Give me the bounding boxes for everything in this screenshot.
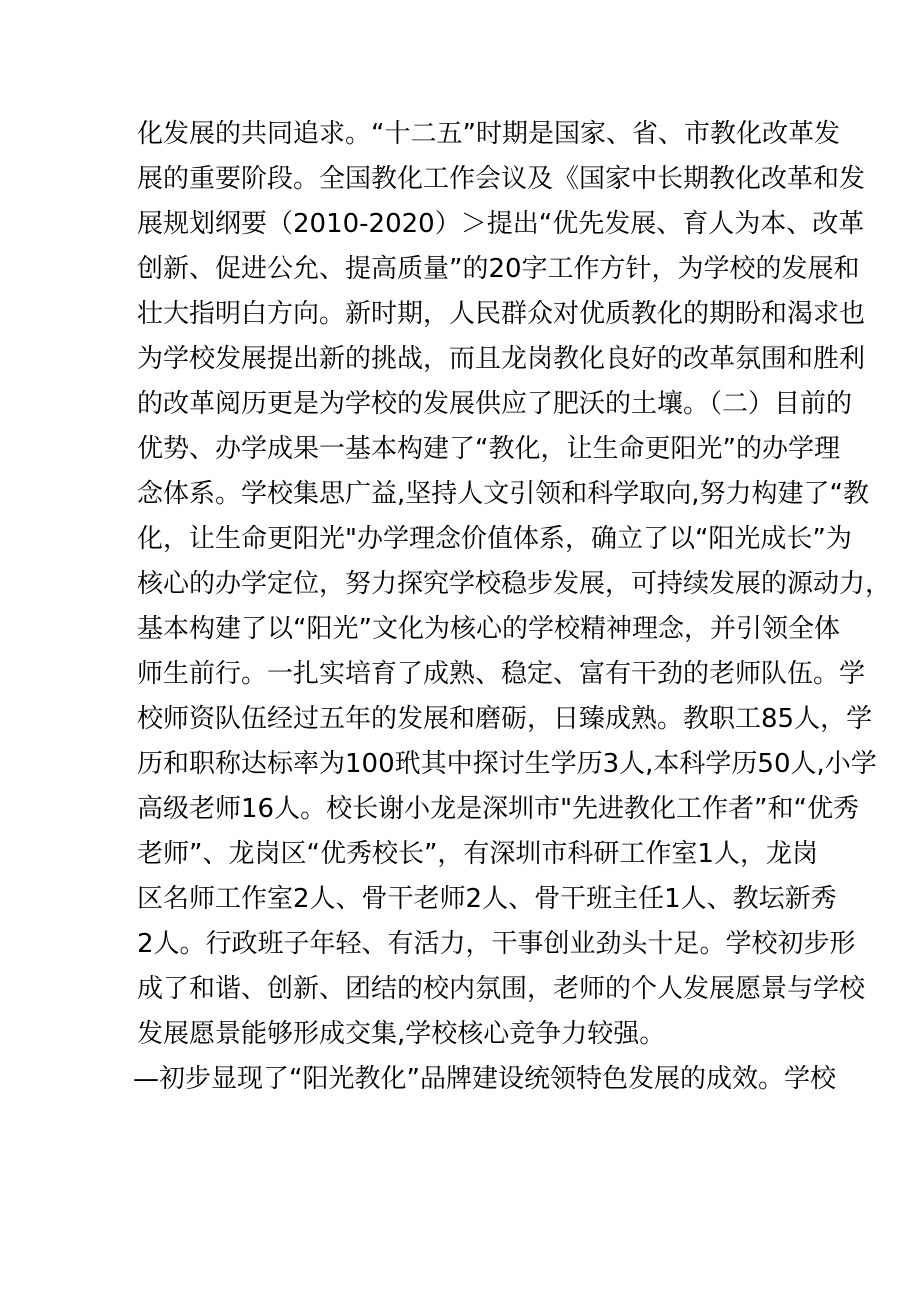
text-line: 成了和谐、创新、团结的校内氛围，老师的个人发展愿景与学校 [137, 974, 866, 1004]
text-line: 基本构建了以“阳光”文化为核心的学校精神理念，并引领全体 [137, 614, 840, 644]
text-line: 化，让生命更阳光"办学理念价值体系，确立了以“阳光成长”为 [137, 524, 852, 554]
text-line: 为学校发展提出新的挑战，而且龙岗教化良好的改革氛围和胜利 [137, 344, 866, 374]
text-line: 发展愿景能够形成交集,学校核心竞争力较强。 [137, 1019, 666, 1049]
text-line: 区名师工作室2人、骨干老师2人、骨干班主任1人、教坛新秀 [137, 884, 837, 914]
text-line: 展的重要阶段。全国教化工作会议及《国家中长期教化改革和发 [137, 164, 866, 194]
text-line: 高级老师16人。校长谢小龙是深圳市"先进教化工作者”和“优秀 [137, 794, 859, 824]
text-line: 念体系。学校集思广益,坚持人文引领和科学取向,努力构建了“教 [137, 479, 869, 509]
text-line: 展规划纲要（2010-2020）＞提出“优先发展、育人为本、改革 [137, 209, 865, 239]
text-line: 校师资队伍经过五年的发展和磨砺，日臻成熟。教职工85人，学 [137, 704, 873, 734]
text-line: 2人。行政班子年轻、有活力，干事创业劲头十足。学校初步形 [137, 929, 856, 959]
text-line: 优势、办学成果一基本构建了“教化，让生命更阳光”的办学理 [137, 434, 840, 464]
text-line: 创新、促进公允、提高质量”的20字工作方针，为学校的发展和 [137, 254, 860, 284]
text-line: 核心的办学定位，努力探究学校稳步发展，可持续发展的源动力， [137, 569, 892, 599]
text-line: 化发展的共同追求。“十二五”时期是国家、省、市教化改革发 [137, 119, 840, 149]
text-line: —初步显现了“阳光教化”品牌建设统领特色发展的成效。学校 [133, 1064, 836, 1094]
text-line: 壮大指明白方向。新时期，人民群众对优质教化的期盼和渴求也 [137, 299, 866, 329]
text-line: 的改革阅历更是为学校的发展供应了肥沃的土壤。（二）目前的 [137, 389, 853, 419]
text-line: 历和职称达标率为100玳其中探讨生学历3人,本科学历50人,小学 [137, 749, 877, 779]
text-line: 老师”、龙岗区“优秀校长”，有深圳市科研工作室1人，龙岗 [137, 839, 818, 869]
text-line: 师生前行。一扎实培育了成熟、稳定、富有干劲的老师队伍。学 [137, 659, 866, 689]
